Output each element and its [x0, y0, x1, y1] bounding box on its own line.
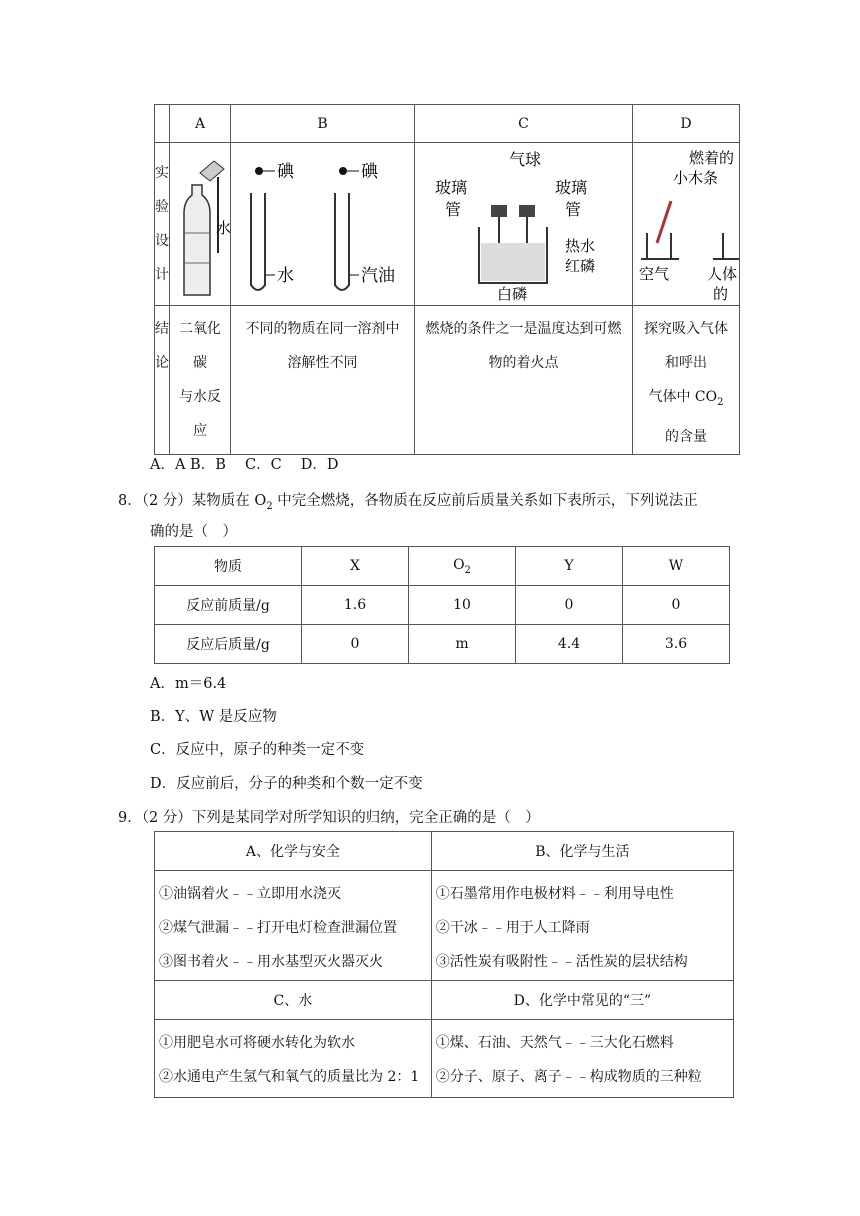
q9-table: [154, 831, 734, 1098]
svg-text:热水: 热水: [565, 237, 596, 255]
svg-text:碘: 碘: [361, 162, 378, 182]
q8-cell: 3.6: [623, 625, 730, 664]
q8-cell: 10: [409, 586, 516, 625]
q9-stem: 9．（2 分）下列是某同学对所学知识的归纳，完全正确的是（ ）: [118, 810, 540, 826]
svg-text:人体: 人体: [707, 265, 738, 283]
q8-cell: 1.6: [302, 586, 409, 625]
table-row: [155, 586, 730, 625]
q8-cell: 反应前质量/g: [155, 586, 302, 625]
svg-text:玻璃: 玻璃: [435, 178, 468, 197]
q8-cell: 0: [516, 586, 623, 625]
q7-conclusion-d: 探究吸入气体 和呼出 气体中 $CO_2$ 的含量: [633, 306, 740, 455]
svg-text:玻璃: 玻璃: [555, 178, 588, 197]
q8-header-x: X: [302, 547, 409, 586]
q7-options: A．A B．B C．C D．D: [150, 457, 339, 473]
combustion-apparatus-image: [415, 143, 632, 301]
q7-conclusion-c: 燃烧的条件之一是温度达到可燃 物的着火点: [415, 306, 633, 455]
q9-header-a: A、化学与安全: [155, 832, 432, 871]
q7-row-label-design: 实 验 设 计: [155, 143, 170, 306]
svg-text:水: 水: [277, 266, 294, 286]
svg-text:碘: 碘: [277, 162, 294, 182]
svg-text:汽油: 汽油: [361, 266, 395, 286]
q8-option-d: D．反应前后，分子的种类和个数一定不变: [150, 776, 423, 792]
q9-cell-c: ①用肥皂水可将硬水转化为软水 ②水通电产生氢气和氧气的质量比为 2：1: [155, 1020, 432, 1098]
q7-image-c: [415, 143, 633, 306]
iodine-tubes-image: [231, 143, 414, 301]
q9-cell-b: ①石墨常用作电极材料﹣﹣利用导电性 ②干冰﹣﹣用于人工降雨 ③活性炭有吸附性﹣﹣活性炭的层状结构: [431, 871, 733, 981]
q8-cell: 0: [302, 625, 409, 664]
q7-header-a: A: [170, 105, 231, 143]
q8-header-substance: 物质: [155, 547, 302, 586]
q8-cell: 反应后质量/g: [155, 625, 302, 664]
q8-stem: 8．（2 分）某物质在 $O_2$ 中完全燃烧，各物质在反应前后质量关系如下表所示，下列说法正: [118, 493, 698, 512]
q8-table: [154, 546, 730, 664]
breath-test-image: [633, 143, 739, 301]
q9-cell-a: ①油锅着火﹣﹣立即用水浇灭 ②煤气泄漏﹣﹣打开电灯检查泄漏位置 ③图书着火﹣﹣用水基型灭火器灭火: [155, 871, 432, 981]
q8-header-w: W: [623, 547, 730, 586]
q7-table: [154, 104, 740, 455]
svg-text:管: 管: [565, 200, 582, 219]
q8-cell: m: [409, 625, 516, 664]
q8-cell: 0: [623, 586, 730, 625]
q9-cell-d: ①煤、石油、天然气﹣﹣三大化石燃料 ②分子、原子、离子﹣﹣构成物质的三种粒: [431, 1020, 733, 1098]
q8-option-a: A．m＝6.4: [150, 676, 227, 692]
q7-row-label-conclusion: 结 论: [155, 306, 170, 455]
svg-text:红磷: 红磷: [565, 257, 596, 275]
q9-header-d: D、化学中常见的“三”: [431, 981, 733, 1020]
q8-stem-line2: 确的是（ ）: [150, 524, 237, 540]
q7-conclusion-b: 不同的物质在同一溶剂中 溶解性不同: [231, 306, 415, 455]
svg-text:小木条: 小木条: [673, 169, 719, 187]
svg-text:燃着的: 燃着的: [689, 149, 735, 167]
water-label: 水: [216, 219, 230, 237]
q8-option-b: B．Y、W 是反应物: [150, 709, 277, 725]
q7-header-c: C: [415, 105, 633, 143]
q7-header-d: D: [633, 105, 740, 143]
q7-image-b: [231, 143, 415, 306]
bottle-experiment-image: [170, 143, 230, 301]
q7-conclusion-a: 二氧化 碳 与水反 应: [170, 306, 231, 455]
svg-text:空气: 空气: [639, 265, 670, 283]
q8-cell: 4.4: [516, 625, 623, 664]
q9-header-b: B、化学与生活: [431, 832, 733, 871]
q7-header-b: B: [231, 105, 415, 143]
q8-header-y: Y: [516, 547, 623, 586]
q7-image-d: [633, 143, 740, 306]
svg-text:管: 管: [445, 200, 462, 219]
q8-option-c: C．反应中，原子的种类一定不变: [150, 742, 365, 758]
svg-text:的: 的: [713, 285, 729, 301]
q9-header-c: C、水: [155, 981, 432, 1020]
q7-corner-cell: [155, 105, 170, 143]
q8-header-o2: $O_2$: [409, 547, 516, 586]
table-row: [155, 625, 730, 664]
svg-text:白磷: 白磷: [497, 285, 528, 301]
svg-text:气球: 气球: [509, 150, 542, 169]
q7-image-a: [170, 143, 231, 306]
